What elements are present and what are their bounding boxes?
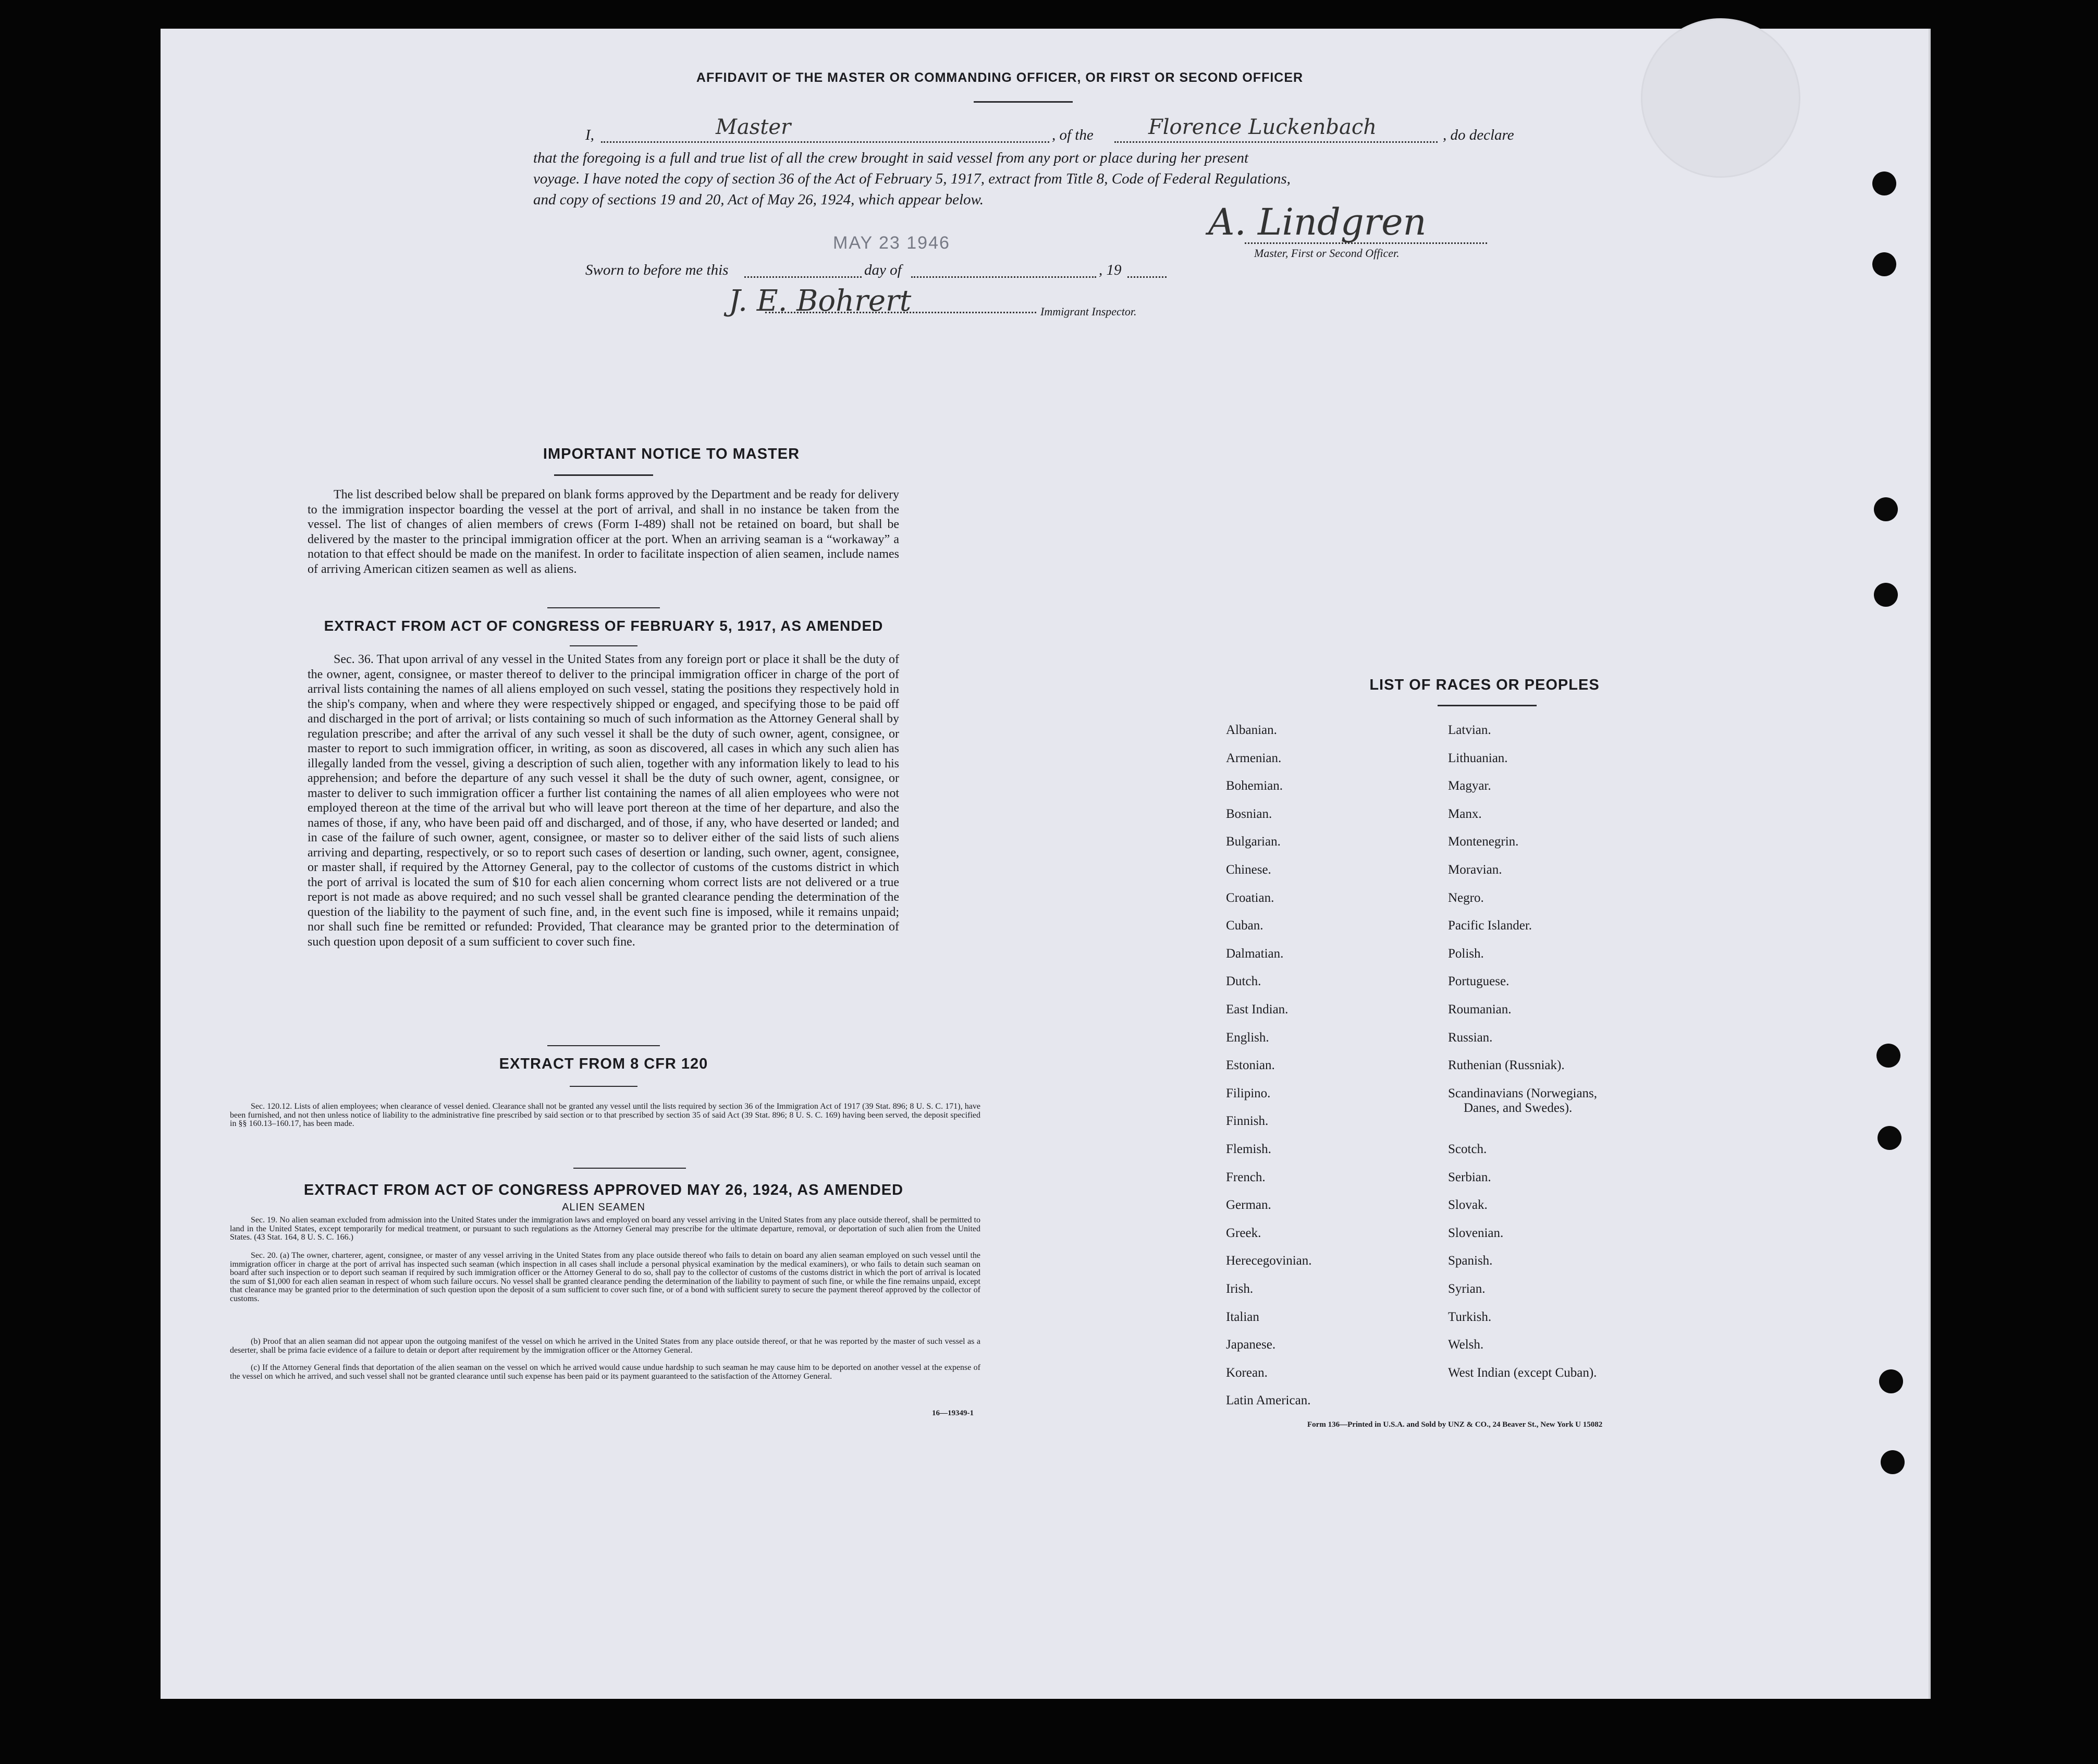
race-item: Pacific Islander. bbox=[1448, 918, 1532, 933]
race-item: German. bbox=[1226, 1198, 1271, 1212]
race-item: Greek. bbox=[1226, 1226, 1261, 1240]
race-item: Roumanian. bbox=[1448, 1002, 1512, 1016]
inspector-signature: J. E. Bohrert bbox=[729, 284, 912, 318]
binder-hole bbox=[1874, 583, 1898, 607]
race-item: Polish. bbox=[1448, 946, 1484, 961]
extract-1917-title: EXTRACT FROM ACT OF CONGRESS OF FEBRUARY 5, 1917, AS AMENDED bbox=[324, 618, 884, 634]
sec20c-text: (c) If the Attorney General finds that deportation of the alien seaman on the vessel on which he arrived would cause undue hardship to such seaman he may cause him to be deported on another vessel at the expense of the vessel on which he arrived, and such vessel shall not be granted clearance until such expense has been paid or its payment guaranteed to the satisfaction of the Attorney General. bbox=[230, 1363, 980, 1381]
do-declare-label: , do declare bbox=[1443, 127, 1514, 143]
extract-1924-title: EXTRACT FROM ACT OF CONGRESS APPROVED MAY 26, 1924, AS AMENDED bbox=[303, 1182, 904, 1198]
race-item: Ruthenian (Russniak). bbox=[1448, 1058, 1565, 1073]
notice-title: IMPORTANT NOTICE TO MASTER bbox=[543, 446, 800, 462]
race-item: Manx. bbox=[1448, 806, 1482, 821]
affidavit-line-4: and copy of sections 19 and 20, Act of May 26, 1924, which appear below. bbox=[533, 191, 984, 208]
cfr-title: EXTRACT FROM 8 CFR 120 bbox=[499, 1056, 708, 1072]
day-of-label: day of bbox=[864, 262, 902, 278]
title-underline bbox=[974, 101, 1073, 103]
inspector-caption: Immigrant Inspector. bbox=[1040, 305, 1137, 318]
affidavit-title: AFFIDAVIT OF THE MASTER OR COMMANDING OFFICER, OR FIRST OR SECOND OFFICER bbox=[696, 70, 1304, 85]
race-item: Russian. bbox=[1448, 1030, 1493, 1045]
binder-hole bbox=[1878, 1126, 1901, 1150]
race-item: Scotch. bbox=[1448, 1142, 1487, 1156]
notice-text: The list described below shall be prepared on blank forms approved by the Department and be ready for delivery to the immigration inspector boarding the vessel at the port of arrival, and shall in no instance be taken from the vessel. The list of changes of alien members of crews (Form I-489) shall not be retained on board, but shall be delivered by the master to the principal immigration officer at the port. When an arriving seaman is a “workaway” a notation to that effect should be made on the manifest. In order to facilitate inspection of alien seamen, include names of arriving American citizen seamen as well as aliens. bbox=[308, 488, 899, 576]
race-item: Latin American. bbox=[1226, 1393, 1311, 1408]
notice-underline bbox=[554, 474, 653, 476]
race-item: Syrian. bbox=[1448, 1282, 1486, 1296]
races-title: LIST OF RACES OR PEOPLES bbox=[1369, 677, 1600, 693]
race-item: Finnish. bbox=[1226, 1114, 1269, 1129]
binder-hole bbox=[1879, 1369, 1903, 1393]
vessel-name-line bbox=[1114, 141, 1438, 143]
race-item: Italian bbox=[1226, 1309, 1259, 1324]
date-stamp: MAY 23 1946 bbox=[833, 233, 950, 253]
race-item: Bulgarian. bbox=[1226, 835, 1281, 849]
race-item: West Indian (except Cuban). bbox=[1448, 1365, 1597, 1380]
race-item: Bohemian. bbox=[1226, 779, 1283, 793]
sworn-day-line bbox=[744, 276, 862, 278]
race-item: Moravian. bbox=[1448, 863, 1502, 877]
race-item: Armenian. bbox=[1226, 751, 1282, 765]
race-item: Filipino. bbox=[1226, 1086, 1271, 1100]
race-item: Albanian. bbox=[1226, 723, 1277, 737]
master-caption: Master, First or Second Officer. bbox=[1254, 247, 1400, 260]
race-item: Chinese. bbox=[1226, 863, 1271, 877]
affidavit-line-3: voyage. I have noted the copy of section 36 of the Act of February 5, 1917, extract from Title 8, Code of Federal Regulations, bbox=[533, 170, 1291, 187]
sworn-line bbox=[585, 262, 1211, 283]
race-item: Korean. bbox=[1226, 1365, 1268, 1380]
master-name-line bbox=[601, 141, 1049, 143]
sec20b-text: (b) Proof that an alien seaman did not appear upon the outgoing manifest of the vessel on which he arrived in the United States from any place outside thereof, or that he was reported by the master of such vessel as a deserter, shall be prima facie evidence of a failure to detain or deport after requirement by the immigration officer or the Attorney General. bbox=[230, 1337, 980, 1355]
master-name-handwritten: Master bbox=[716, 115, 791, 139]
race-item: Welsh. bbox=[1448, 1338, 1484, 1352]
race-item: Latvian. bbox=[1448, 723, 1491, 737]
race-item: Serbian. bbox=[1448, 1170, 1491, 1184]
master-signature-line bbox=[1245, 242, 1487, 244]
race-item: Irish. bbox=[1226, 1282, 1254, 1296]
inspector-signature-line bbox=[765, 312, 1036, 313]
race-item: Danes, and Swedes). bbox=[1464, 1100, 1573, 1115]
binder-hole bbox=[1881, 1450, 1905, 1474]
race-item: Cuban. bbox=[1226, 918, 1263, 933]
year-label: , 19 bbox=[1099, 262, 1122, 278]
form-code: 16—19349-1 bbox=[932, 1409, 974, 1417]
race-item: Dalmatian. bbox=[1226, 946, 1284, 961]
binder-hole bbox=[1872, 252, 1896, 276]
sworn-month-line bbox=[911, 276, 1096, 278]
race-item: Slovak. bbox=[1448, 1198, 1488, 1212]
race-item: Estonian. bbox=[1226, 1058, 1275, 1073]
race-item: Scandinavians (Norwegians, bbox=[1448, 1086, 1598, 1100]
document-page bbox=[161, 29, 1931, 1699]
master-signature: A. Lindgren bbox=[1208, 201, 1427, 243]
of-the-label: , of the bbox=[1052, 127, 1094, 143]
binder-hole bbox=[1876, 1044, 1900, 1068]
race-item: Portuguese. bbox=[1448, 974, 1510, 989]
sec20a-text: Sec. 20. (a) The owner, charterer, agent, consignee, or master of any vessel arriving in the United States from any place outside thereof who fails to detain on board any alien seaman employed on such vessel until the immigration officer in charge at the port of arrival has inspected such seaman (which inspection in all cases shall include a personal physical examination by the medical examiners), or who fails to detain such seaman on board after such inspection or to deport such seaman if required by such immigration officer or the Attorney General to do so, shall pay to the collector of customs of the customs district in which the port of arrival is located the sum of $1,000 for each alien seaman in respect of whom such failure occurs. No vessel shall be granted clearance pending the determination of the liability to payment of such fine, or while the fine remains unpaid, except that clearance may be granted prior to the determination of such question upon the deposit of a sum sufficient to cover such fine, or of a bond with sufficient surety to secure the payment thereof approved by the collector of customs. bbox=[230, 1251, 980, 1303]
affidavit-line-2: that the foregoing is a full and true list of all the crew brought in said vessel from any port or place during her present bbox=[533, 150, 1249, 166]
affidavit-line-1 bbox=[585, 115, 1685, 148]
binder-hole bbox=[1874, 497, 1898, 521]
extract-1917-divider bbox=[547, 1045, 660, 1046]
race-item: Turkish. bbox=[1448, 1309, 1492, 1324]
race-item: Negro. bbox=[1448, 890, 1484, 905]
race-item: Montenegrin. bbox=[1448, 835, 1519, 849]
race-item: Croatian. bbox=[1226, 890, 1274, 905]
printer-note: Form 136—Printed in U.S.A. and Sold by UNZ & CO., 24 Beaver St., New York U 15082 bbox=[1307, 1420, 1603, 1429]
vessel-name-handwritten: Florence Luckenbach bbox=[1148, 115, 1377, 139]
race-item: Herecegovinian. bbox=[1226, 1254, 1312, 1268]
race-item: East Indian. bbox=[1226, 1002, 1289, 1016]
race-item: Spanish. bbox=[1448, 1254, 1493, 1268]
race-item: Lithuanian. bbox=[1448, 751, 1508, 765]
notice-divider bbox=[547, 607, 660, 608]
i-label: I, bbox=[585, 127, 594, 143]
extract-1917-underline bbox=[570, 645, 637, 646]
race-item: Magyar. bbox=[1448, 779, 1491, 793]
race-item: Flemish. bbox=[1226, 1142, 1271, 1156]
race-item: Dutch. bbox=[1226, 974, 1261, 989]
sec19-text: Sec. 19. No alien seaman excluded from admission into the United States under the immigration laws and employed on board any vessel arriving in the United States from any place outside thereof, shall be permitted to land in the United States, except temporarily for medical treatment, or pursuant to such regulations as the Attorney General may prescribe for the ultimate departure, removal, or deportation of such alien from the United States. (43 Stat. 164, 8 U. S. C. 166.) bbox=[230, 1216, 980, 1242]
race-item: Bosnian. bbox=[1226, 806, 1272, 821]
cfr-text: Sec. 120.12. Lists of alien employees; when clearance of vessel denied. Clearance shall not be granted any vessel until the lists required by section 36 of the Immigration Act of 1917 (39 Stat. 896; 8 U. S. C. 171), have been furnished, and not then unless notice of liability to the administrative fine prescribed by said section or to that prescribed by section 35 of said Act (39 Stat. 896; 8 U. S. C. 169) having been served, the deposit specified in §§ 160.13–160.17, has been made. bbox=[230, 1102, 980, 1128]
extract-1917-text: Sec. 36. That upon arrival of any vessel in the United States from any foreign port or place it shall be the duty of the owner, agent, consignee, or master thereof to deliver to the principal immigration officer in charge of the port of arrival lists containing the names of all aliens employed on such vessel, stating the positions they respectively hold in the ship's company, when and where they were respectively shipped or engaged, and specifying those to be paid off and discharged in the port of arrival; or lists containing so much of such information as the Attorney General shall by regulation prescribe; and after the arrival of any such vessel it shall be the duty of such owner, agent, consignee, or master to report to such immigration officer, in writing, as soon as discovered, all cases in which any such alien has illegally landed from the vessel, giving a description of such alien, together with any information likely to lead to his apprehension; and before the departure of any such vessel it shall be the duty of such owner, agent, consignee, or master to deliver to such immigration officer a further list containing the names of all alien employees who were not employed thereon at the time of the arrival but who will leave port thereon at the time of her departure, and also the names of those, if any, who have been paid off and discharged, and of those, if any, who have deserted or landed; and in case of the failure of such owner, agent, consignee, or master so to deliver either of the said lists of such aliens arriving and departing, respectively, or so to report such cases of desertion or landing, such owner, agent, consignee, or master shall, if required by the Attorney General, pay to the collector of customs of the customs district in which the port of arrival is located the sum of $10 for each alien concerning whom correct lists are not delivered or a true report is not made as above required; and no such vessel shall be granted clearance pending the determination of the question of the liability to the payment of such fine, and, in the event such fine is imposed, while it remains unpaid; nor shall such fine be remitted or refunded: Provided, That clearance may be granted prior to the determination of such question upon deposit of a sum sufficient to cover such fine. bbox=[308, 653, 899, 949]
race-item: English. bbox=[1226, 1030, 1269, 1045]
races-underline bbox=[1438, 705, 1537, 706]
binder-hole bbox=[1872, 172, 1896, 195]
race-item: Japanese. bbox=[1226, 1338, 1276, 1352]
sworn-year-line bbox=[1127, 276, 1167, 278]
alien-seamen-subtitle: ALIEN SEAMEN bbox=[562, 1202, 645, 1213]
cfr-divider bbox=[573, 1168, 686, 1169]
sworn-label: Sworn to before me this bbox=[585, 262, 729, 278]
cfr-underline bbox=[570, 1086, 637, 1087]
race-item: Slovenian. bbox=[1448, 1226, 1504, 1240]
race-item: French. bbox=[1226, 1170, 1266, 1184]
